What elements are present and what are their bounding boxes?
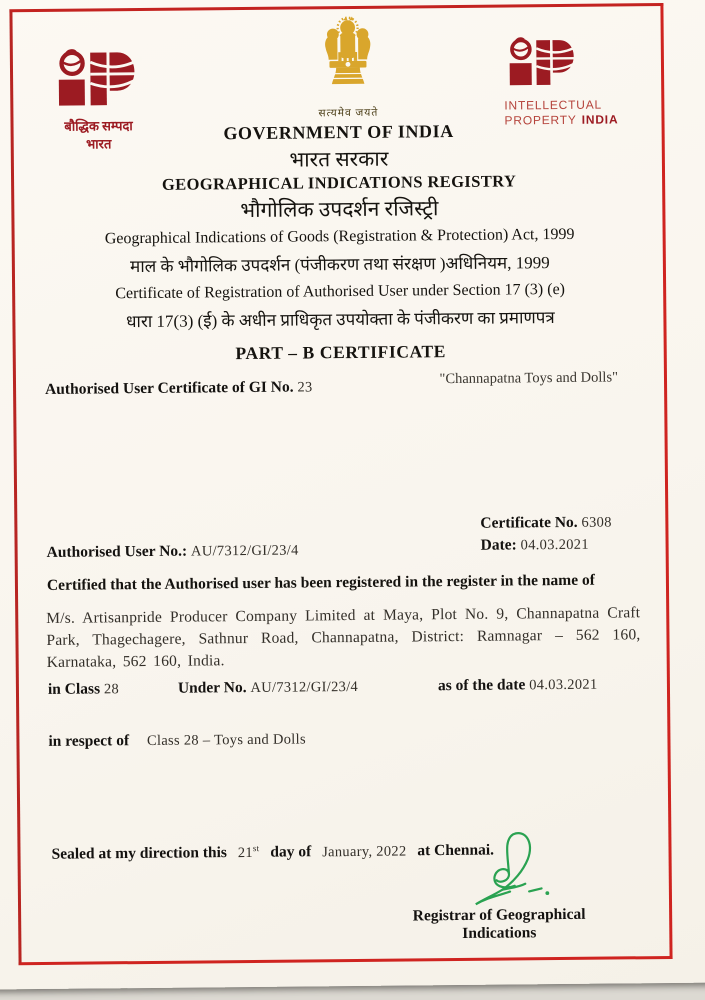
right-logo-india: INDIA — [581, 112, 619, 127]
sealed-prefix: Sealed at my direction this — [51, 844, 227, 863]
title-government-of-india: GOVERNMENT OF INDIA — [223, 121, 454, 144]
gi-number-label: Authorised User Certificate of GI No. — [44, 378, 294, 398]
ip-logo-icon — [504, 35, 583, 90]
date-value: 04.03.2021 — [520, 536, 589, 554]
in-respect-of-label: in respect of — [48, 732, 130, 750]
sealed-date: January, 2022 — [322, 843, 407, 861]
certified-statement: Certified that the Authorised user has been registered in the register in the name of — [46, 571, 595, 594]
certificate-date-line — [480, 534, 612, 557]
sealed-mid: day of — [270, 843, 312, 861]
registrar-title: Registrar of Geographical Indications — [412, 905, 586, 942]
class-label: in Class — [47, 680, 101, 698]
as-of-date-label: as of the date — [437, 676, 526, 695]
title-act-hindi: माल के भौगोलिक उपदर्शन (पंजीकरण तथा संरक्षण )अधिनियम, 1999 — [130, 253, 550, 277]
intellectual-property-india-logo — [504, 34, 665, 129]
title-government-of-india-hindi: भारत सरकार — [289, 146, 389, 172]
left-logo-caption-line1: बौद्धिक सम्पदा — [64, 118, 133, 134]
gi-number-value: 23 — [297, 379, 313, 396]
date-label: Date: — [480, 536, 517, 554]
in-respect-of-value: Class 28 – Toys and Dolls — [146, 731, 306, 749]
title-section-hindi: धारा 17(3) (ई) के अधीन प्राधिकृत उपयोक्ता के पंजीकरण का प्रमाणपत्र — [125, 308, 555, 332]
certificate-number-block — [480, 512, 612, 557]
as-of-date-value: 04.03.2021 — [529, 676, 598, 694]
ip-logo-icon — [52, 46, 145, 111]
certificate-number-value: 6308 — [581, 514, 612, 531]
green-ink-signature-icon — [459, 828, 566, 915]
title-gi-registry: GEOGRAPHICAL INDICATIONS REGISTRY — [161, 171, 517, 194]
registrant-address: M/s. Artisanpride Producer Company Limited at Maya, Plot No. 9, Channapatna Craft Park, Thagechagere, Sathnur Road, Channapatna, District: Ramnagar – 562 160, Karnataka, 562 160, India. — [46, 604, 641, 671]
class-value: 28 — [103, 681, 120, 698]
authorised-user-line — [47, 542, 299, 562]
gi-name: "Channapatna Toys and Dolls" — [439, 369, 619, 388]
title-section: Certificate of Registration of Authorised User under Section 17 (3) (e) — [115, 280, 566, 303]
gi-number-line — [45, 378, 313, 399]
part-b-certificate-title: PART – B CERTIFICATE — [235, 341, 447, 364]
title-act: Geographical Indications of Goods (Registration & Protection) Act, 1999 — [104, 225, 575, 248]
right-logo-line2: PROPERTY INDIA — [504, 112, 619, 128]
sealed-suffix: at Chennai. — [417, 841, 495, 860]
under-no-label: Under No. — [177, 679, 247, 697]
as-of-date-item — [438, 676, 598, 696]
left-logo-caption-line2: भारत — [86, 136, 112, 152]
emblem-motto: सत्यमेव जयते — [318, 107, 379, 120]
national-emblem — [300, 16, 397, 121]
under-no-value: AU/7312/GI/23/4 — [250, 678, 359, 696]
right-logo-line1: INTELLECTUAL — [504, 97, 603, 113]
certificate-number-label: Certificate No. — [480, 513, 578, 532]
in-respect-of-line — [48, 730, 306, 750]
authorised-user-value: AU/7312/GI/23/4 — [190, 542, 299, 560]
title-gi-registry-hindi: भौगोलिक उपदर्शन रजिस्ट्री — [240, 196, 439, 223]
certificate-number-line — [480, 512, 612, 535]
class-item — [48, 680, 119, 699]
sealed-day-suffix: st — [252, 842, 260, 853]
under-no-item — [178, 678, 358, 698]
sealed-day: 21st — [237, 842, 260, 861]
ashoka-lion-capital-icon — [310, 16, 385, 101]
authorised-user-label: Authorised User No.: — [46, 542, 188, 561]
